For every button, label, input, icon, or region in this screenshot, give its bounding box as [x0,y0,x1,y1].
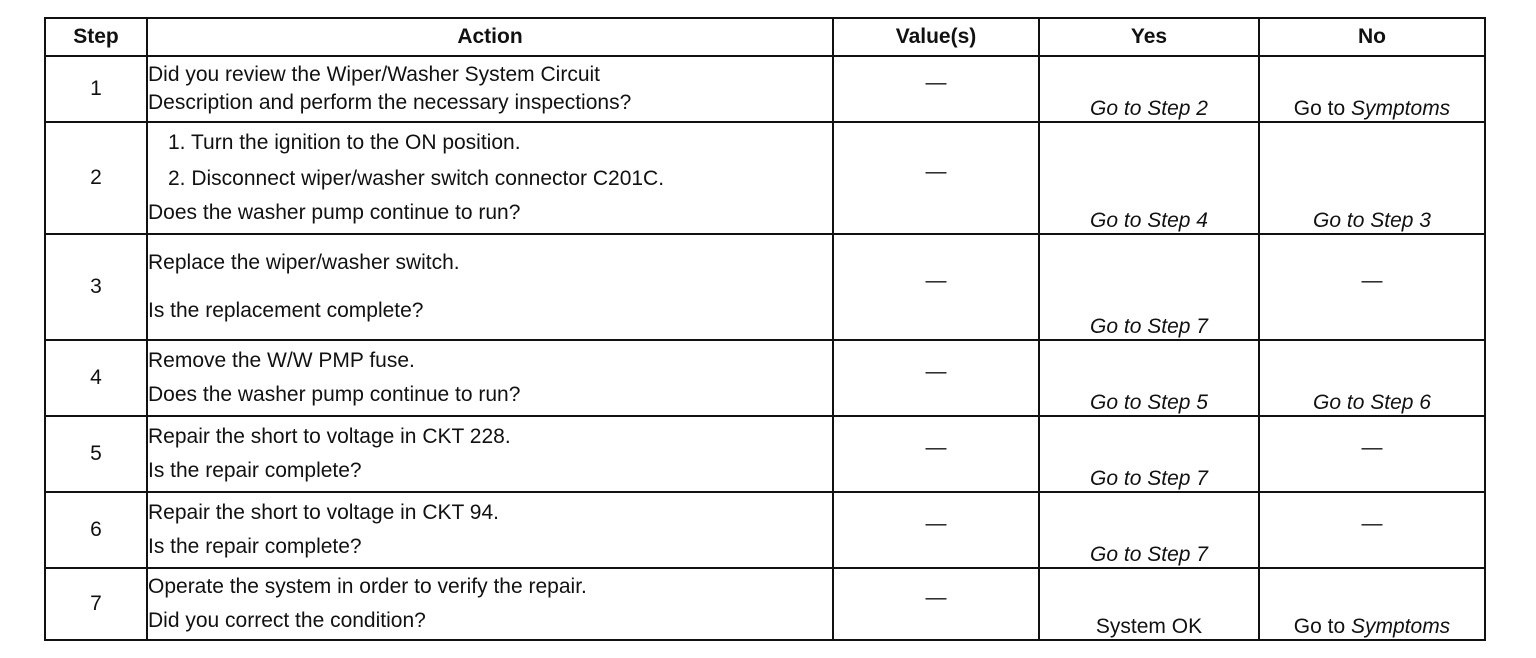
yes-cell [1039,492,1259,568]
action-cell [147,568,833,640]
step-number: 2 [45,122,147,234]
action-line: Is the repair complete? [148,535,362,558]
action-line: Does the washer pump continue to run? [148,383,521,406]
yes-italic: Go to Step 7 [1090,467,1208,490]
value-cell [833,56,1039,122]
no-dash: — [1361,512,1383,535]
table-row-step-2 [45,122,1485,234]
yes-italic: Go to Step 7 [1090,315,1208,338]
action-cell [147,340,833,416]
step-number: 4 [45,340,147,416]
yes-cell [1039,234,1259,340]
line-gap [148,277,832,297]
step-number: 1 [45,56,147,122]
value-cell [833,234,1039,340]
no-cell [1259,416,1485,492]
table-row-step-5 [45,416,1485,492]
table-row-step-4 [45,340,1485,416]
no-italic: Go to Step 6 [1313,391,1431,414]
value-cell [833,340,1039,416]
step-number: 5 [45,416,147,492]
diagnostic-table [44,17,1486,641]
header-row [45,18,1485,56]
value-dash: — [925,269,947,292]
step-number: 6 [45,492,147,568]
action-line: Remove the W/W PMP fuse. [148,349,415,372]
yes-cell [1039,568,1259,640]
no-cell [1259,568,1485,640]
value-dash: — [925,512,947,535]
value-cell [833,122,1039,234]
value-cell [833,416,1039,492]
header-no: No [1259,18,1485,56]
substep-line: 1. Turn the ignition to the ON position. [168,131,521,154]
yes-cell [1039,416,1259,492]
value-cell [833,568,1039,640]
yes-italic: Go to Step 5 [1090,391,1208,414]
no-lead: Go to [1293,615,1351,638]
action-cell [147,492,833,568]
action-cell [147,234,833,340]
yes-italic: Go to Step 4 [1090,209,1208,232]
action-line: Operate the system in order to verify the repair. [148,575,587,598]
header-yes: Yes [1039,18,1259,56]
step-number: 3 [45,234,147,340]
no-cell [1259,56,1485,122]
no-cell [1259,492,1485,568]
value-dash: — [925,586,947,609]
header-step: Step [45,18,147,56]
header-values: Value(s) [833,18,1039,56]
action-line: Is the replacement complete? [148,299,424,322]
table-row-step-1 [45,56,1485,122]
yes-cell [1039,340,1259,416]
yes-italic: Go to Step 2 [1090,97,1208,120]
table-row-step-3 [45,234,1485,340]
value-dash: — [925,160,947,183]
table-row-step-7 [45,568,1485,640]
action-line: Repair the short to voltage in CKT 228. [148,425,511,448]
action-line: Replace the wiper/washer switch. [148,251,460,274]
yes-cell [1039,56,1259,122]
value-dash: — [925,360,947,383]
no-cell [1259,122,1485,234]
no-dash: — [1361,436,1383,459]
yes-lead: System OK [1095,615,1203,638]
no-italic: Symptoms [1351,615,1451,638]
table-row-step-6 [45,492,1485,568]
action-line: Is the repair complete? [148,459,362,482]
action-line: Did you review the Wiper/Washer System Circuit [148,63,601,86]
yes-italic: Go to Step 7 [1090,543,1208,566]
value-dash: — [925,436,947,459]
action-line: Description and perform the necessary inspections? [148,91,632,114]
value-cell [833,492,1039,568]
header-action: Action [147,18,833,56]
action-line: Repair the short to voltage in CKT 94. [148,501,499,524]
no-lead: Go to [1293,97,1351,120]
no-dash: — [1361,269,1383,292]
no-cell [1259,234,1485,340]
action-question: Does the washer pump continue to run? [148,201,521,224]
step-number: 7 [45,568,147,640]
no-italic: Go to Step 3 [1313,209,1431,232]
no-cell [1259,340,1485,416]
action-cell [147,122,833,234]
action-cell [147,416,833,492]
no-italic: Symptoms [1351,97,1451,120]
action-cell [147,56,833,122]
yes-cell [1039,122,1259,234]
value-dash: — [925,71,947,94]
action-line: Did you correct the condition? [148,609,426,632]
substep-line: 2. Disconnect wiper/washer switch connector C201C. [168,167,665,190]
